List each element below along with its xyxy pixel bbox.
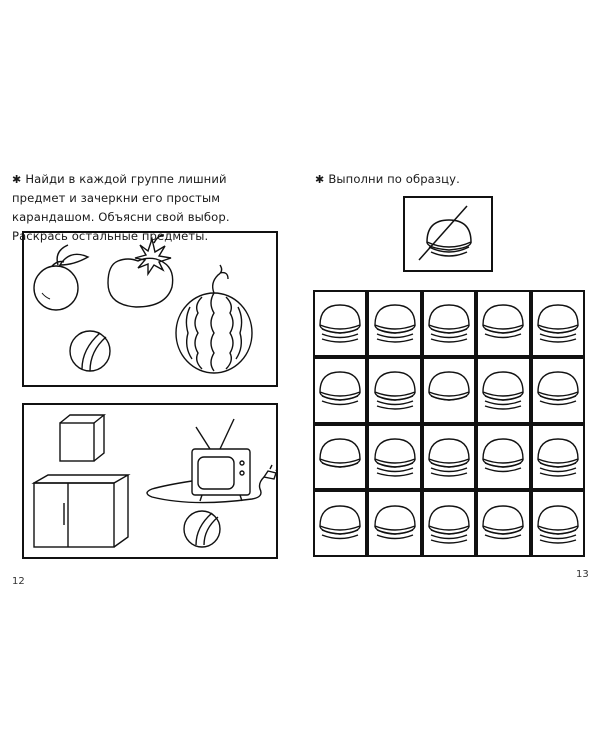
grid-cell [369,426,419,489]
grid-cell [478,426,528,489]
grid-cell [424,492,474,555]
page-number-left: 12 [12,576,25,587]
cap-icon [532,500,584,548]
grid-cell [533,426,583,489]
star-bullet-icon: ✱ [315,173,325,186]
cap-icon [532,299,584,347]
cap-icon [477,299,529,347]
orange-icon [34,245,88,310]
grid-cell [424,292,474,355]
cap-icon [369,500,421,548]
cap-icon [369,366,421,414]
instruction-right [315,170,585,189]
tv-icon [147,419,276,503]
grid-cell [315,426,365,489]
grid-cell [315,292,365,355]
cap-icon [314,433,366,481]
cap-icon [423,366,475,414]
grid-cell [369,359,419,422]
cap-icon [369,299,421,347]
cap-icon [423,299,475,347]
grid-cell [478,492,528,555]
grid-cell [369,492,419,555]
cap-icon [532,433,584,481]
cap-icon [314,299,366,347]
ball-icon [70,331,110,371]
refrigerator-icon [34,475,128,547]
ball-icon [184,511,220,547]
cap-icon [477,500,529,548]
group-1-frame [22,231,278,387]
grid-cell [424,359,474,422]
watermelon-icon [176,265,252,373]
grid-cell [478,359,528,422]
cap-icon [369,433,421,481]
star-bullet-icon: ✱ [12,173,22,186]
cap-icon [423,433,475,481]
group-2-frame [22,403,278,559]
grid-cell [533,359,583,422]
grid-cell [533,292,583,355]
instruction-left-text: Найди в каждой группе лишний предмет и зачеркни его простым карандашом. Объясни свой выбор. Раскрась остальные предметы. [12,172,230,243]
cap-icon [477,366,529,414]
cap-icon [477,433,529,481]
right-page [300,0,600,750]
pattern-grid [313,290,585,557]
cube-icon [60,415,104,461]
sample-cap-icon [405,198,491,270]
tomato-icon [108,235,173,307]
cap-icon [423,500,475,548]
cap-icon [314,500,366,548]
grid-cell [315,492,365,555]
sample-box [403,196,493,272]
cap-icon [532,366,584,414]
page-number-right: 13 [576,569,589,580]
grid-cell [424,426,474,489]
cap-icon [314,366,366,414]
instruction-right-text: Выполни по образцу. [328,172,460,186]
grid-cell [315,359,365,422]
grid-cell [369,292,419,355]
grid-cell [478,292,528,355]
grid-cell [533,492,583,555]
